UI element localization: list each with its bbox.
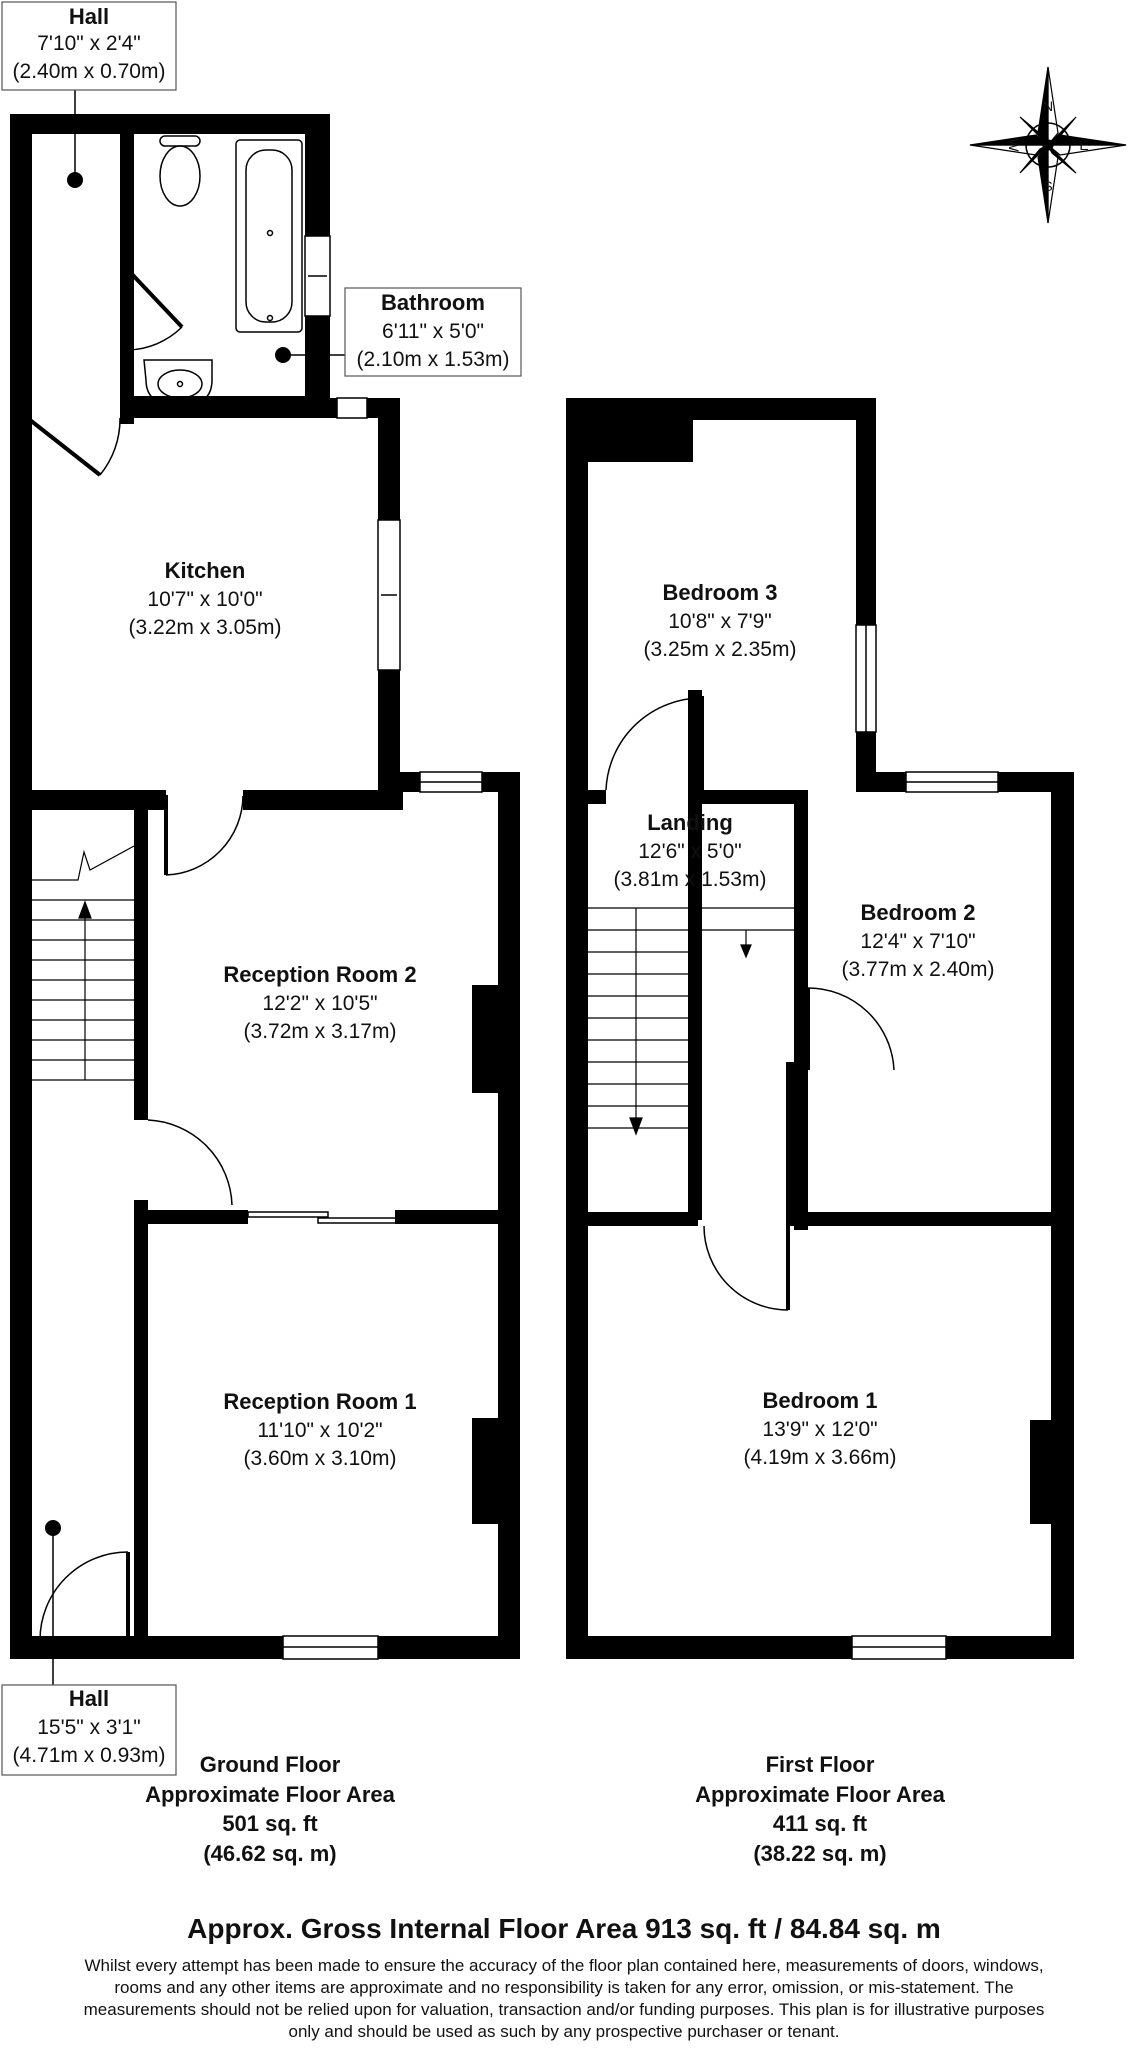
bedroom3-imperial: 10'8" x 7'9" xyxy=(668,610,772,633)
reception2-metric: (3.72m x 3.17m) xyxy=(243,1020,397,1043)
sliding-doors xyxy=(248,1212,398,1223)
reception1-metric: (3.60m x 3.10m) xyxy=(243,1447,397,1470)
disclaimer-line: measurements should not be relied upon for valuation, transaction and/or funding purposes. This plan is for illustrative purposes xyxy=(83,2000,1045,2020)
hall-bottom-imperial: 15'5" x 3'1" xyxy=(37,1716,141,1739)
callout-hall-top xyxy=(2,2,176,90)
bathroom-fittings xyxy=(144,136,302,406)
bathroom-imperial: 6'11" x 5'0" xyxy=(382,320,484,343)
compass-rose-icon xyxy=(970,67,1126,223)
first-floor-area-sqft: 411 sq. ft xyxy=(772,1811,868,1837)
gross-internal-area: Approx. Gross Internal Floor Area 913 sq. ft / 84.84 sq. m xyxy=(187,1913,941,1944)
compass-w: W xyxy=(1006,138,1022,152)
bedroom1-name: Bedroom 1 xyxy=(762,1388,878,1413)
reception2-imperial: 12'2" x 10'5" xyxy=(262,992,378,1015)
disclaimer xyxy=(10,1955,1118,2043)
landing-imperial: 12'6" x 5'0" xyxy=(638,840,742,863)
compass-n: N xyxy=(1042,98,1054,114)
hall-top-imperial: 7'10" x 2'4" xyxy=(37,32,141,55)
bedroom1-metric: (4.19m x 3.66m) xyxy=(743,1446,897,1469)
first-floor-title: First Floor xyxy=(765,1752,875,1777)
ground-floor-area-sqm: (46.62 sq. m) xyxy=(203,1841,337,1867)
kitchen-imperial: 10'7" x 10'0" xyxy=(147,588,263,611)
bedroom3-name: Bedroom 3 xyxy=(662,580,778,605)
ground-floor-area-label: Approximate Floor Area xyxy=(145,1781,395,1807)
hall-top-metric: (2.40m x 0.70m) xyxy=(12,60,166,83)
disclaimer-line: only and should be used as such by any prospective purchaser or tenant. xyxy=(288,2022,840,2042)
bathroom-vent xyxy=(337,398,367,418)
kitchen-metric: (3.22m x 3.05m) xyxy=(128,616,282,639)
reception1-name: Reception Room 1 xyxy=(223,1389,417,1414)
first-floor-area-sqm: (38.22 sq. m) xyxy=(753,1841,887,1867)
bedroom3-metric: (3.25m x 2.35m) xyxy=(643,638,797,661)
first-floor-area-label: Approximate Floor Area xyxy=(695,1781,945,1807)
kitchen-name: Kitchen xyxy=(164,558,246,583)
compass-e: E xyxy=(1079,137,1089,153)
hall-bottom-metric: (4.71m x 0.93m) xyxy=(12,1744,166,1767)
bedroom2-imperial: 12'4" x 7'10" xyxy=(860,930,976,953)
compass-s: S xyxy=(1043,178,1053,194)
ground-floor-area-sqft: 501 sq. ft xyxy=(222,1811,318,1837)
bedroom2-name: Bedroom 2 xyxy=(860,900,976,925)
reception1-imperial: 11'10" x 10'2" xyxy=(257,1419,383,1442)
ground-floor-summary xyxy=(100,1750,440,1869)
first-floor-plan xyxy=(566,398,1074,1659)
disclaimer-line: Whilst every attempt has been made to ensure the accuracy of the floor plan contained here, measurements of doors, windows, xyxy=(84,1956,1044,1975)
hall-top-name: Hall xyxy=(68,4,110,29)
reception2-name: Reception Room 2 xyxy=(223,962,417,987)
ground-floor-title: Ground Floor xyxy=(199,1752,341,1777)
landing-metric: (3.81m x 1.53m) xyxy=(613,868,767,891)
bathroom-metric: (2.10m x 1.53m) xyxy=(356,348,510,371)
landing-name: Landing xyxy=(647,810,733,835)
callout-bathroom xyxy=(345,288,521,376)
bathroom-name: Bathroom xyxy=(381,290,485,315)
disclaimer-line: rooms and any other items are approximate and no responsibility is taken for any error, omission, or mis-statement. The xyxy=(114,1978,1014,1998)
bedroom2-metric: (3.77m x 2.40m) xyxy=(841,958,995,981)
ground-floor-stairs xyxy=(32,846,134,1080)
first-floor-walls xyxy=(566,398,1074,1659)
bedroom1-imperial: 13'9" x 12'0" xyxy=(762,1418,878,1441)
hall-bottom-name: Hall xyxy=(68,1686,110,1711)
first-floor-summary xyxy=(660,1750,980,1869)
